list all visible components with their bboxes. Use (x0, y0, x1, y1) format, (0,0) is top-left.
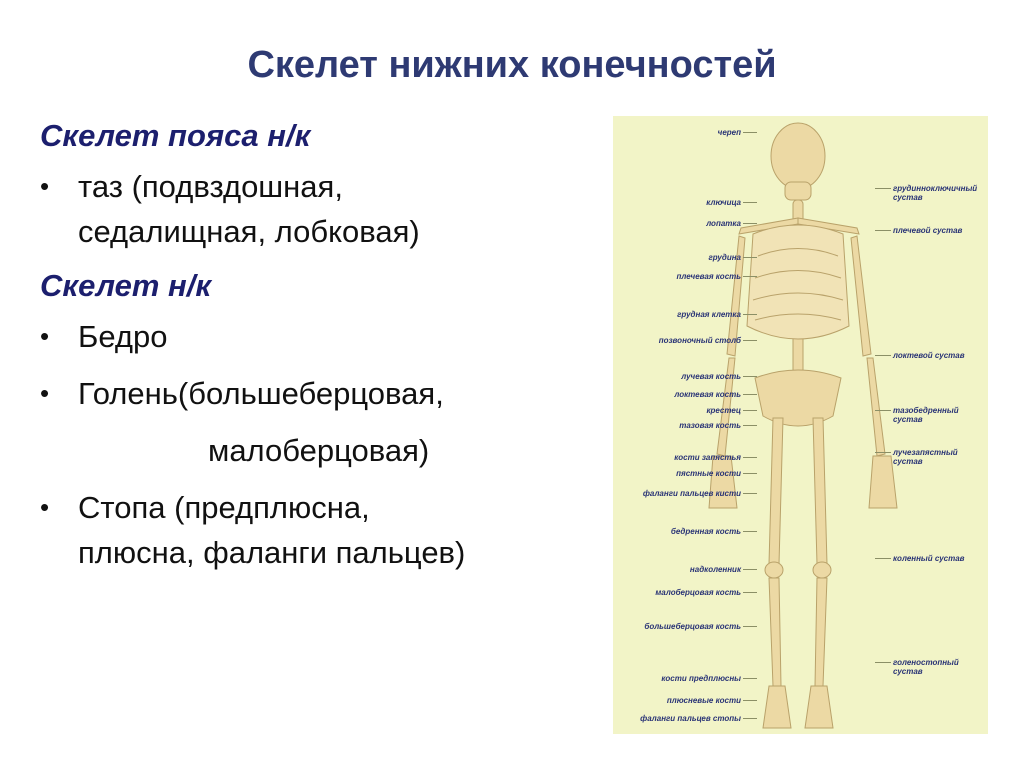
right-joint-label: локтевой сустав (893, 351, 965, 360)
label-leader-line (743, 410, 757, 411)
right-joint-label: грудинноключичный сустав (893, 184, 978, 202)
left-bone-label: лучевая кость (681, 372, 741, 381)
label-leader-line (875, 355, 891, 356)
skeleton-illustration (613, 116, 988, 734)
hand-left-shape (709, 456, 737, 508)
label-leader-line (743, 457, 757, 458)
label-leader-line (743, 314, 757, 315)
tibia-right-shape (815, 578, 827, 686)
slide-title: Скелет нижних конечностей (247, 44, 777, 86)
bullet-pelvis (40, 164, 600, 254)
left-bone-label: лопатка (706, 219, 741, 228)
patella-left-shape (765, 562, 783, 578)
label-leader-line (875, 188, 891, 189)
left-bone-label: бедренная кость (670, 527, 741, 536)
pelvis-shape (755, 370, 841, 426)
label-leader-line (743, 531, 757, 532)
right-joint-label: плечевой сустав (893, 226, 963, 235)
left-bone-label: кости предплюсны (661, 674, 741, 683)
label-leader-line (875, 230, 891, 231)
bullet-line: седалищная, лобковая) (78, 214, 420, 249)
patella-right-shape (813, 562, 831, 578)
right-joint-label: голеностопный сустав (893, 658, 959, 676)
bullet-line: таз (подвздошная, (78, 169, 343, 204)
left-bone-label: позвоночный столб (658, 336, 741, 345)
slide-content (40, 118, 600, 587)
humerus-right-shape (851, 236, 871, 356)
label-leader-line (743, 257, 757, 258)
left-bone-label: фаланги пальцев стопы (640, 714, 741, 723)
skeleton-figure (613, 116, 988, 734)
bullet-thigh (40, 314, 600, 359)
bullet-line: Голень(большеберцовая, (78, 376, 444, 411)
label-leader-line (743, 132, 757, 133)
left-bone-label: плюсневые кости (666, 696, 741, 705)
ribcage-shape (747, 225, 849, 339)
label-leader-line (743, 718, 757, 719)
label-leader-line (743, 592, 757, 593)
left-bone-label: череп (717, 128, 741, 137)
left-bone-label: надколенник (689, 565, 741, 574)
label-leader-line (743, 626, 757, 627)
label-leader-line (875, 662, 891, 663)
left-bone-label: локтевая кость (674, 390, 741, 399)
bullet-dot: • (40, 378, 50, 408)
left-bone-label: пястные кости (676, 469, 741, 478)
left-bone-label: тазовая кость (679, 421, 741, 430)
left-bone-label: ключица (706, 198, 741, 207)
label-leader-line (875, 558, 891, 559)
left-bone-label: малоберцовая кость (655, 588, 741, 597)
left-bone-label: кости запястья (674, 453, 741, 462)
bullet-line: плюсна, фаланги пальцев) (78, 535, 466, 570)
left-bone-label: фаланги пальцев кисти (642, 489, 741, 498)
bullet-line: малоберцовая) (208, 433, 430, 468)
label-leader-line (743, 340, 757, 341)
bullet-line: Бедро (78, 319, 168, 354)
label-leader-line (743, 276, 757, 277)
section-heading-girdle: Скелет пояса н/к (40, 118, 311, 153)
bullet-line: Стопа (предплюсна, (78, 490, 370, 525)
label-leader-line (743, 394, 757, 395)
left-bone-label: большеберцовая кость (644, 622, 741, 631)
bullet-shin (40, 371, 600, 473)
label-leader-line (743, 425, 757, 426)
tibia-left-shape (769, 578, 781, 686)
right-joint-label: лучезапястный сустав (893, 448, 958, 466)
left-bone-label: плечевая кость (676, 272, 741, 281)
left-bone-label: грудина (708, 253, 741, 262)
foot-right-shape (805, 686, 833, 728)
foot-left-shape (763, 686, 791, 728)
bullet-dot: • (40, 492, 50, 522)
label-leader-line (875, 410, 891, 411)
left-bone-label: крестец (706, 406, 741, 415)
section-heading-limb: Скелет н/к (40, 268, 212, 303)
label-leader-line (743, 493, 757, 494)
bullet-dot: • (40, 171, 50, 201)
bullet-dot: • (40, 321, 50, 351)
left-bone-label: грудная клетка (677, 310, 741, 319)
label-leader-line (743, 223, 757, 224)
jaw-shape (785, 182, 811, 200)
right-joint-label: тазобедренный сустав (893, 406, 959, 424)
label-leader-line (743, 202, 757, 203)
label-leader-line (875, 452, 891, 453)
label-leader-line (743, 678, 757, 679)
femur-left-shape (769, 418, 783, 564)
bullet-foot (40, 485, 600, 575)
label-leader-line (743, 700, 757, 701)
right-joint-label: коленный сустав (893, 554, 965, 563)
label-leader-line (743, 376, 757, 377)
femur-right-shape (813, 418, 827, 564)
skull-shape (771, 123, 825, 189)
label-leader-line (743, 473, 757, 474)
forearm-right-shape (867, 358, 885, 456)
label-leader-line (743, 569, 757, 570)
